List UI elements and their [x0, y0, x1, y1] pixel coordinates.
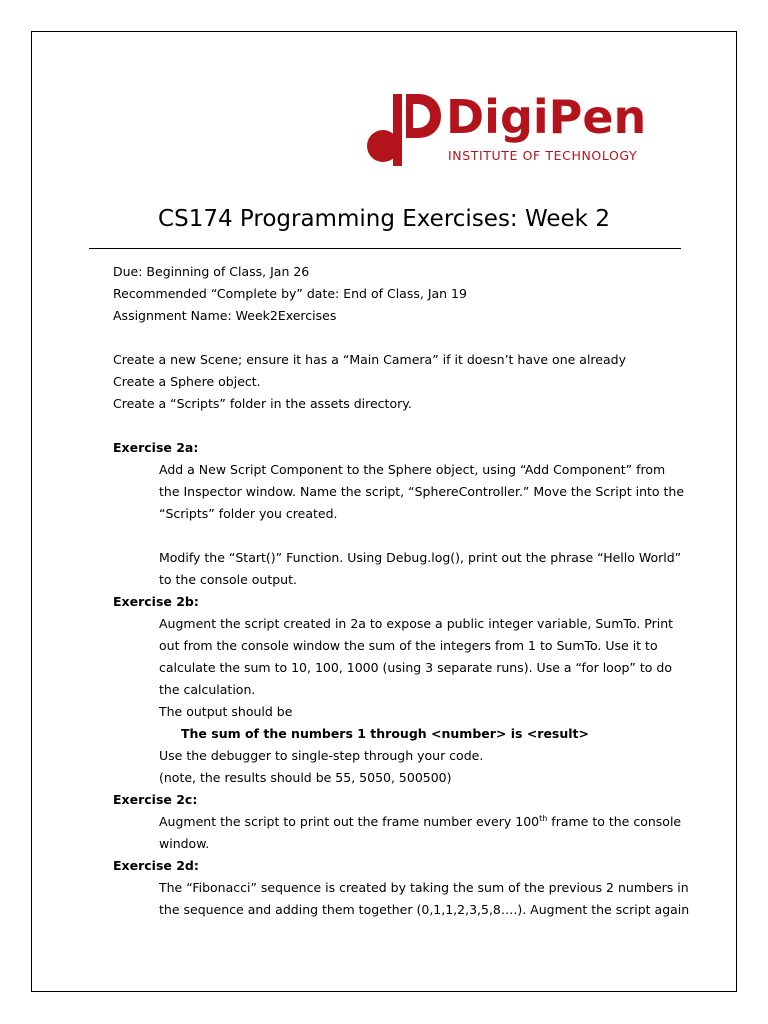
setup-step: Create a “Scripts” folder in the assets directory.: [113, 396, 412, 411]
document-page: [31, 31, 737, 992]
exercise-2b-text: out from the console window the sum of the integers from 1 to SumTo. Use it to: [159, 638, 658, 653]
exercise-2d-text: the sequence and adding them together (0,1,1,2,3,5,8….). Augment the script again: [159, 902, 690, 917]
exercise-2c-text: [113, 811, 693, 833]
document-body: [113, 261, 693, 921]
exercise-2b-text: calculate the sum to 10, 100, 1000 (using 3 separate runs). Use a “for loop” to do: [159, 660, 672, 675]
logo-tagline: INSTITUTE OF TECHNOLOGY: [448, 148, 638, 163]
exercise-2b-text: The output should be: [159, 704, 293, 719]
exercise-2b-heading: Exercise 2b:: [113, 594, 199, 609]
exercise-2d-text: The “Fibonacci” sequence is created by taking the sum of the previous 2 numbers in: [159, 880, 689, 895]
exercise-2a-text: Add a New Script Component to the Sphere object, using “Add Component” from: [159, 462, 666, 477]
setup-step: Create a Sphere object.: [113, 374, 261, 389]
exercise-2b-text: Augment the script created in 2a to expose a public integer variable, SumTo. Print: [159, 616, 674, 631]
digipen-emblem-icon: [366, 92, 446, 168]
digipen-logo: [366, 92, 656, 170]
recommended-date: Recommended “Complete by” date: End of Class, Jan 19: [113, 286, 467, 301]
exercise-2c-text-pre: Augment the script to print out the frame number every 100: [159, 814, 540, 829]
exercise-2c-heading: Exercise 2c:: [113, 792, 198, 807]
exercise-2a-text: to the console output.: [159, 572, 297, 587]
logo-wordmark: DigiPen: [446, 90, 647, 144]
exercise-2b-text: the calculation.: [159, 682, 256, 697]
ordinal-suffix: th: [539, 813, 548, 823]
due-date: Due: Beginning of Class, Jan 26: [113, 264, 310, 279]
exercise-2c-text-post: frame to the console: [547, 814, 682, 829]
exercise-2b-text: (note, the results should be 55, 5050, 500500): [159, 770, 452, 785]
assignment-name: Assignment Name: Week2Exercises: [113, 308, 337, 323]
exercise-2b-text: Use the debugger to single-step through your code.: [159, 748, 484, 763]
exercise-2a-text: “Scripts” folder you created.: [159, 506, 338, 521]
exercise-2a-heading: Exercise 2a:: [113, 440, 199, 455]
exercise-2a-text: Modify the “Start()” Function. Using Debug.log(), print out the phrase “Hello World”: [159, 550, 682, 565]
exercise-2b-output-format: The sum of the numbers 1 through <number> is <result>: [181, 726, 590, 741]
exercise-2d-heading: Exercise 2d:: [113, 858, 199, 873]
title-divider: [89, 248, 681, 249]
exercise-2c-text: window.: [159, 836, 210, 851]
exercise-2a-text: the Inspector window. Name the script, “SphereController.” Move the Script into the: [159, 484, 685, 499]
setup-step: Create a new Scene; ensure it has a “Main Camera” if it doesn’t have one already: [113, 352, 626, 367]
page-title: CS174 Programming Exercises: Week 2: [158, 206, 610, 232]
